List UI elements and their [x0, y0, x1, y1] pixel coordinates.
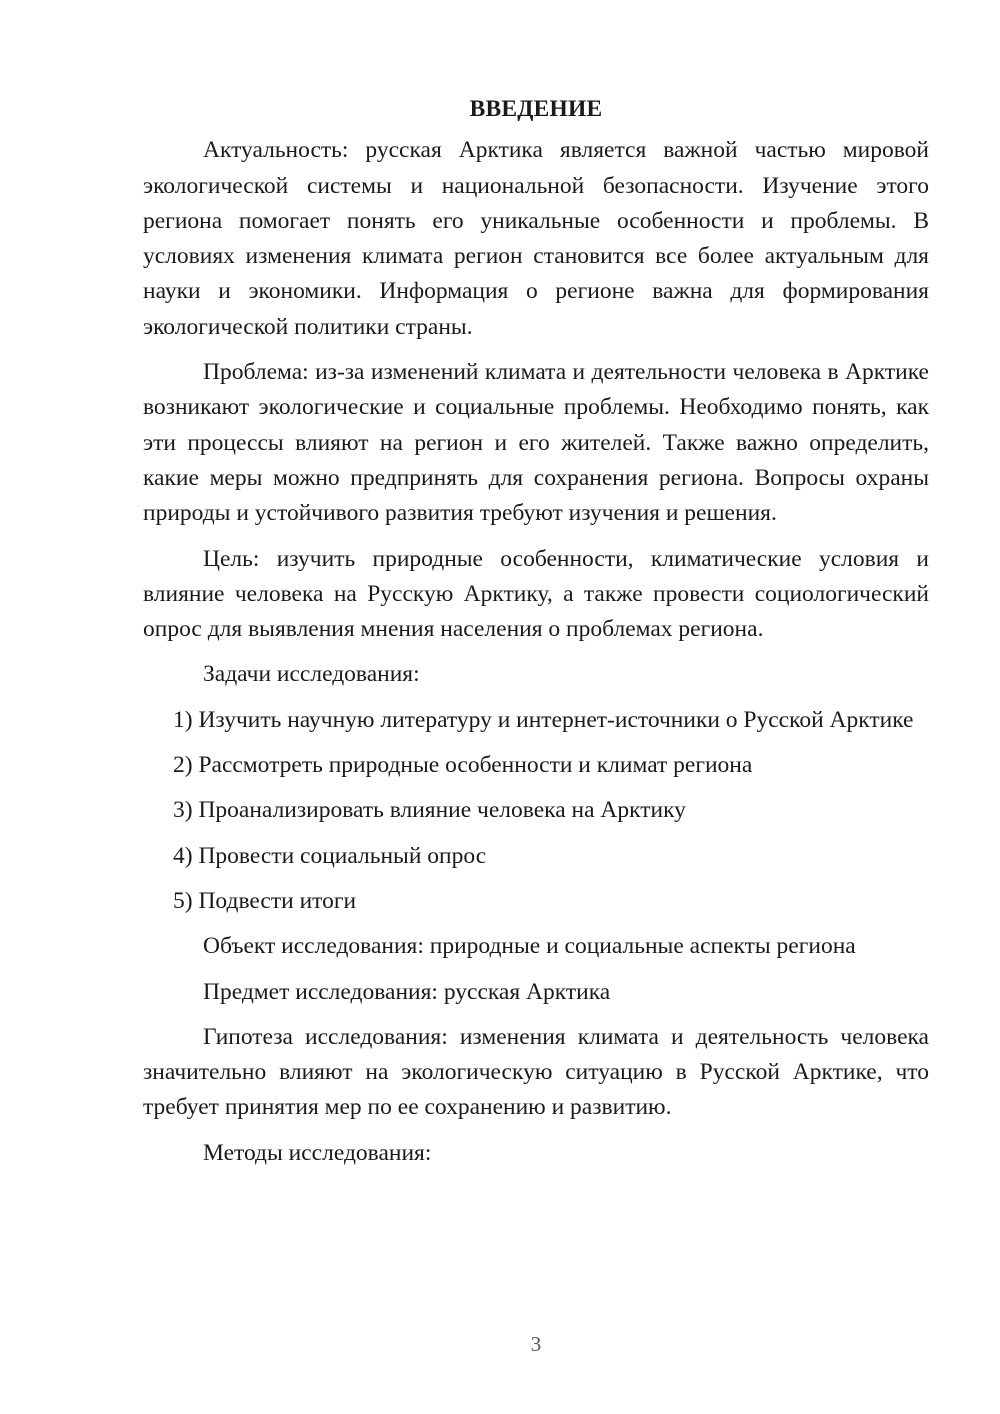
subject-line: Предмет исследования: русская Арктика	[203, 978, 611, 1005]
task-item-4: 4) Провести социальный опрос	[173, 842, 487, 869]
task-item-1: 1) Изучить научную литературу и интернет-источники о Русской Арктике	[173, 706, 914, 733]
section-title: ВВЕДЕНИЕ	[469, 96, 603, 122]
problem-paragraph: Проблема: из-за изменений климата и деятельности человека в Арктике возникают экологические и социальные проблемы. Необходимо понять, как эти процессы влияют на регион и его жителей. Также важно определить, какие меры можно предпринять для сохранения региона. Вопросы охраны природы и устойчивого развития требуют изучения и решения.	[143, 359, 929, 527]
page-content	[143, 92, 929, 1181]
page-number: 3	[530, 1332, 542, 1356]
task-item-3: 3) Проанализировать влияние человека на Арктику	[173, 797, 686, 824]
hypothesis-paragraph: Гипотеза исследования: изменения климата и деятельность человека значительно влияют на экологическую ситуацию в Русской Арктике, что требует принятия мер по ее сохранению и развитию.	[143, 1023, 929, 1121]
task-item-5: 5) Подвести итоги	[173, 887, 357, 914]
tasks-heading: Задачи исследования:	[203, 661, 420, 688]
methods-heading: Методы исследования:	[203, 1139, 432, 1166]
goal-paragraph: Цель: изучить природные особенности, климатические условия и влияние человека на Русскую Арктику, а также провести социологический опрос для выявления мнения населения о проблемах региона.	[143, 545, 929, 643]
object-line: Объект исследования: природные и социальные аспекты региона	[203, 933, 856, 960]
task-item-2: 2) Рассмотреть природные особенности и климат региона	[173, 752, 753, 779]
relevance-paragraph: Актуальность: русская Арктика является важной частью мировой экологической системы и национальной безопасности. Изучение этого региона помогает понять его уникальные особенности и проблемы. В условиях изменения климата регион становится все более актуальным для науки и экономики. Информация о регионе важна для формирования экологической политики страны.	[143, 137, 929, 340]
tasks-list	[143, 703, 929, 919]
